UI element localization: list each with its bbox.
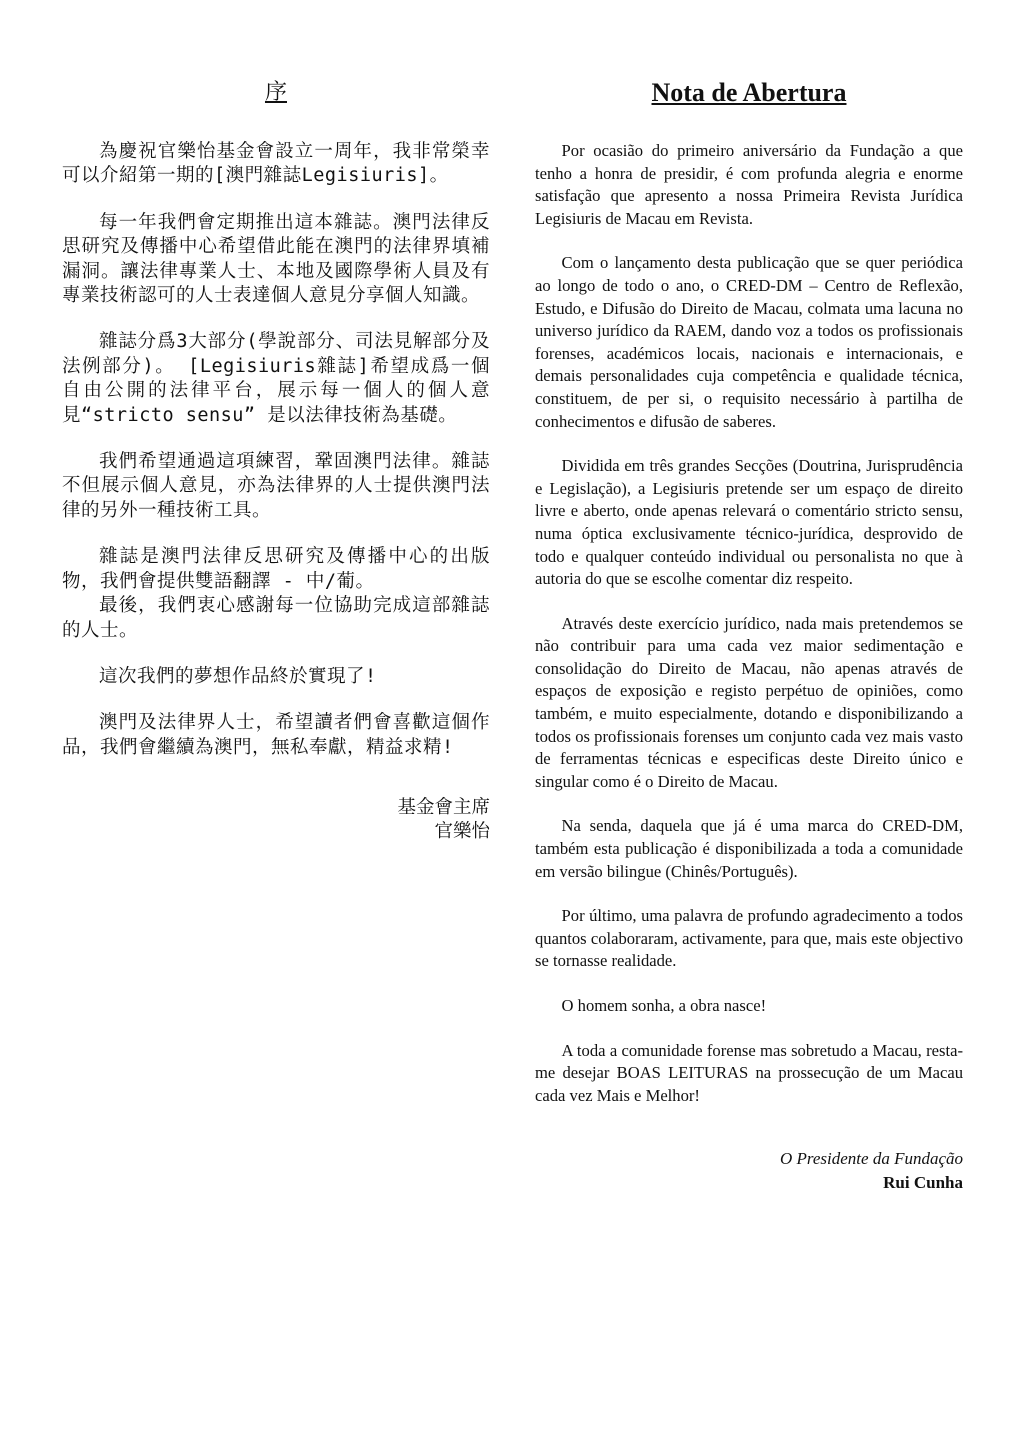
chinese-column	[62, 78, 490, 844]
portuguese-paragraph: A toda a comunidade forense mas sobretudo a Macau, resta-me desejar BOAS LEITURAS na prossecução de um Macau cada vez Mais e Melhor!	[535, 1040, 963, 1105]
chinese-paragraph: 為慶祝官樂怡基金會設立一周年，我非常榮幸可以介紹第一期的[澳門雜誌Legisiuris]。	[62, 141, 490, 187]
portuguese-signature	[535, 1147, 963, 1195]
portuguese-column	[535, 78, 963, 1195]
chinese-signature	[62, 796, 490, 844]
chinese-paragraph: 這次我們的夢想作品終於實現了!	[99, 665, 377, 687]
chinese-paragraph: 每一年我們會定期推出這本雜誌。澳門法律反思研究及傳播中心希望借此能在澳門的法律界填補漏洞。讓法律專業人士、本地及國際學術人員及有專業技術認可的人士表達個人意見分享個人知識。	[62, 211, 490, 307]
chinese-paragraph: 雜誌分爲3大部分(學說部分、司法見解部分及法例部分)。 [Legisiuris雜誌]希望成爲一個自由公開的法律平台，展示每一個人的個人意見“stricto sensu” 是以法律技術為基礎。	[62, 331, 490, 426]
chinese-signature-role: 基金會主席	[397, 797, 490, 819]
portuguese-paragraph: O homem sonha, a obra nasce!	[561, 996, 767, 1015]
portuguese-paragraph: Na senda, daquela que já é uma marca do CRED-DM, também esta publicação é disponibilizada a toda a comunidade em versão bilingue (Chinês/Português).	[535, 816, 963, 881]
portuguese-signature-name: Rui Cunha	[883, 1173, 963, 1193]
portuguese-paragraph: Por último, uma palavra de profundo agradecimento a todos quantos colaboraram, activamente, para que, mais este objectivo se tornasse realidade.	[535, 906, 963, 971]
chinese-paragraph: 雜誌是澳門法律反思研究及傳播中心的出版物，我們會提供雙語翻譯 - 中/葡。	[62, 546, 490, 592]
chinese-paragraph: 最後，我們衷心感謝每一位協助完成這部雜誌的人士。	[62, 595, 490, 641]
chinese-paragraph: 澳門及法律界人士，希望讀者們會喜歡這個作品，我們會繼續為澳門，無私奉獻，精益求精!	[62, 712, 490, 758]
portuguese-body	[535, 140, 963, 1107]
portuguese-signature-role: O Presidente da Fundação	[779, 1149, 963, 1169]
chinese-body	[62, 140, 490, 760]
portuguese-paragraph: Com o lançamento desta publicação que se quer periódica ao longo de todo o ano, o CRED-DM – Centro de Reflexão, Estudo, e Difusão do Direito de Macau, colmata uma lacuna no universo jurídico da RAEM, dando voz a todos os profissionais forenses, académicos locais, nacionais e internacionais, e demais personalidades cuja competência e qualidade técnica, constituem, de per si, o requisito necessário à partilha de conhecimentos e difusão de saberes.	[535, 253, 963, 431]
portuguese-paragraph: Dividida em três grandes Secções (Doutrina, Jurisprudência e Legislação), a Legisiuris pretende ser um espaço de direito livre e aberto, onde apenas relevará o comentário stricto sensu, numa óptica exclusivamente técnico-jurídica, desprovido de todo e qualquer conteúdo individual ou personalista no que à autoria do que se escolhe comentar diz respeito.	[535, 456, 963, 589]
portuguese-paragraph: Por ocasião do primeiro aniversário da Fundação a que tenho a honra de presidir, é com profunda alegria e enorme satisfação que apresento a nossa Primeira Revista Jurídica Legisiuris de Macau em Revista.	[535, 141, 963, 228]
chinese-title: 序	[264, 80, 287, 105]
portuguese-paragraph: Através deste exercício jurídico, nada mais pretendemos se não contribuir para uma cada vez maior sedimentação e consolidação do Direito de Macau, não apenas através de espaços de exposição e registo perpétuo de opiniões, como também, e muito especialmente, dotando e disponibilizando a todos os profissionais forenses um conjunto cada vez mais vasto de ferramentas técnicas e especificas deste Direito único e singular como é o Direito de Macau.	[535, 613, 963, 791]
chinese-paragraph: 我們希望通過這項練習，鞏固澳門法律。雜誌不但展示個人意見，亦為法律界的人士提供澳門法律的另外一種技術工具。	[62, 451, 490, 521]
chinese-signature-name: 官樂怡	[434, 821, 490, 843]
portuguese-title: Nota de Abertura	[651, 78, 847, 107]
